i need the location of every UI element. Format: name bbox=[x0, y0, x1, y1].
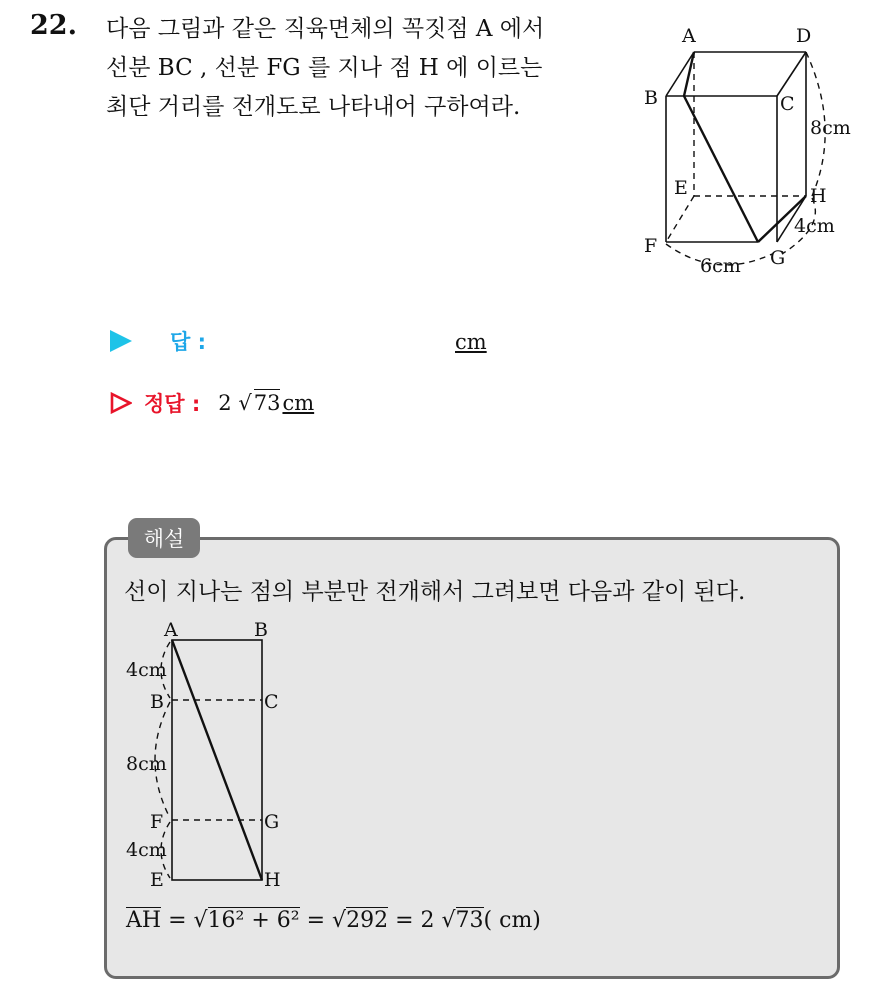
explanation-text: 선이 지나는 점의 부분만 전개해서 그려보면 다음과 같이 된다. bbox=[124, 579, 746, 605]
vertex-c-label: C bbox=[780, 93, 795, 115]
question-line-2: 선분 BC , 선분 FG 를 지나 점 H 에 이르는 bbox=[106, 55, 543, 81]
net-left-label-e: E bbox=[150, 869, 164, 891]
net-left-label-b: B bbox=[150, 691, 164, 713]
net-right-label-c: C bbox=[264, 691, 279, 713]
outline-play-icon bbox=[110, 392, 132, 414]
segment-ah: AH bbox=[126, 908, 162, 933]
question-text bbox=[106, 10, 626, 127]
vertex-g-label: G bbox=[770, 247, 786, 269]
net-dim-bottom: 4cm bbox=[126, 839, 167, 861]
radical-1: 16² + 6² bbox=[207, 908, 300, 933]
net-right-label-b: B bbox=[254, 619, 268, 641]
dim-height-label: 8cm bbox=[810, 117, 851, 139]
vertex-d-label: D bbox=[796, 25, 812, 47]
answer-row bbox=[110, 326, 206, 356]
play-icon bbox=[110, 330, 132, 352]
correct-answer-row bbox=[110, 388, 314, 418]
net-right-label-g: G bbox=[264, 811, 280, 833]
net-left-label-f: F bbox=[150, 811, 164, 833]
radical-3: 73 bbox=[455, 908, 484, 933]
answer-radicand: 73 bbox=[253, 391, 281, 415]
explanation-tag: 해설 bbox=[128, 518, 200, 558]
unfolded-net-figure bbox=[114, 618, 314, 898]
correct-answer-label: 정답 : bbox=[144, 392, 201, 416]
distance-formula: AH = √16² + 6² = √292 = 2 √73( cm) bbox=[126, 908, 541, 933]
net-left-label-a: A bbox=[164, 619, 178, 641]
answer-label: 답 : bbox=[170, 330, 206, 354]
vertex-f-label: F bbox=[644, 235, 658, 257]
vertex-a-label: A bbox=[682, 25, 696, 47]
answer-unit: cm bbox=[455, 330, 487, 354]
dim-depth-label: 4cm bbox=[794, 215, 835, 237]
question-line-3: 최단 거리를 전개도로 나타내어 구하여라. bbox=[106, 94, 521, 120]
net-dim-middle: 8cm bbox=[126, 753, 167, 775]
net-right-label-h: H bbox=[264, 869, 281, 891]
vertex-e-label: E bbox=[674, 177, 688, 199]
correct-answer-unit: cm bbox=[282, 391, 315, 415]
cuboid-figure bbox=[636, 18, 866, 280]
dim-width-label: 6cm bbox=[700, 255, 741, 277]
net-dim-top: 4cm bbox=[126, 659, 167, 681]
radical-2: 292 bbox=[346, 908, 389, 933]
vertex-h-label: H bbox=[810, 185, 827, 207]
question-line-1: 다음 그림과 같은 직육면체의 꼭짓점 A 에서 bbox=[106, 16, 545, 42]
correct-answer-value: 2 √73cm bbox=[218, 391, 315, 415]
question-number: 22. bbox=[30, 10, 77, 41]
vertex-b-label: B bbox=[644, 87, 658, 109]
